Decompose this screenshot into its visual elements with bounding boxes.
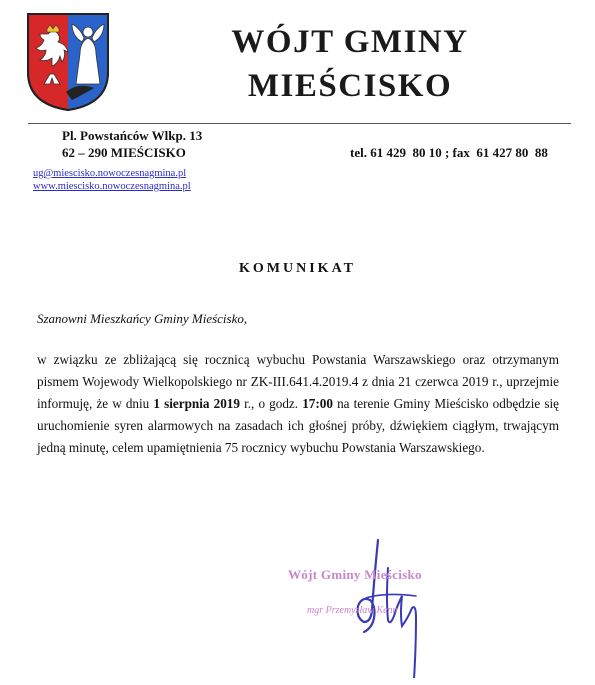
coat-of-arms [26,12,110,112]
phone-fax: tel. 61 429 80 10 ; fax 61 427 80 88 [350,145,548,160]
handwritten-signature [270,528,470,678]
document-heading: KOMUNIKAT [239,261,356,276]
email-link[interactable]: ug@miescisko.nowoczesnagmina.pl [33,168,187,179]
title-line-2: MIEŚCISKO [247,68,453,104]
body-part-3: na terenie Gminy Mieścisko odbędzie się uruchomienie syren alarmowych na zasadach ich głośnej próby, dźwiękiem ciągłym, trwającym jedną minutę, celem upamiętnienia 75 rocznicy wybuchu Powstania Warszawskiego. [37,396,559,455]
address-city: 62 – 290 MIEŚCISKO [62,145,186,160]
contact-links [33,167,191,193]
body-part-1: w związku ze zbliżającą się rocznicą wybuchu Powstania Warszawskiego oraz otrzymanym pismem Wojewody Wielkopolskiego nr ZK-III.641.4.2019.4 z dnia 21 czerwca 2019 r., uprzejmie informuję, że w dniu [37,352,559,411]
greeting: Szanowni Mieszkańcy Gminy Mieścisko, [37,311,248,326]
title-line-1: WÓJT GMINY [231,24,469,60]
stamp-title: Wójt Gminy Mieścisko [288,567,422,582]
website-link[interactable]: www.miescisko.nowoczesnagmina.pl [33,181,191,192]
postal-address [62,127,202,161]
body-paragraph [37,349,559,459]
address-street: Pl. Powstańców Wlkp. 13 [62,128,203,143]
organization-title [180,20,520,108]
header-divider [28,123,571,124]
event-time: 17:00 [302,396,333,411]
body-part-2: r., o godz. [240,396,303,411]
stamp-name: mgr Przemysław Kenn [307,605,398,616]
event-date: 1 sierpnia 2019 [153,396,240,411]
